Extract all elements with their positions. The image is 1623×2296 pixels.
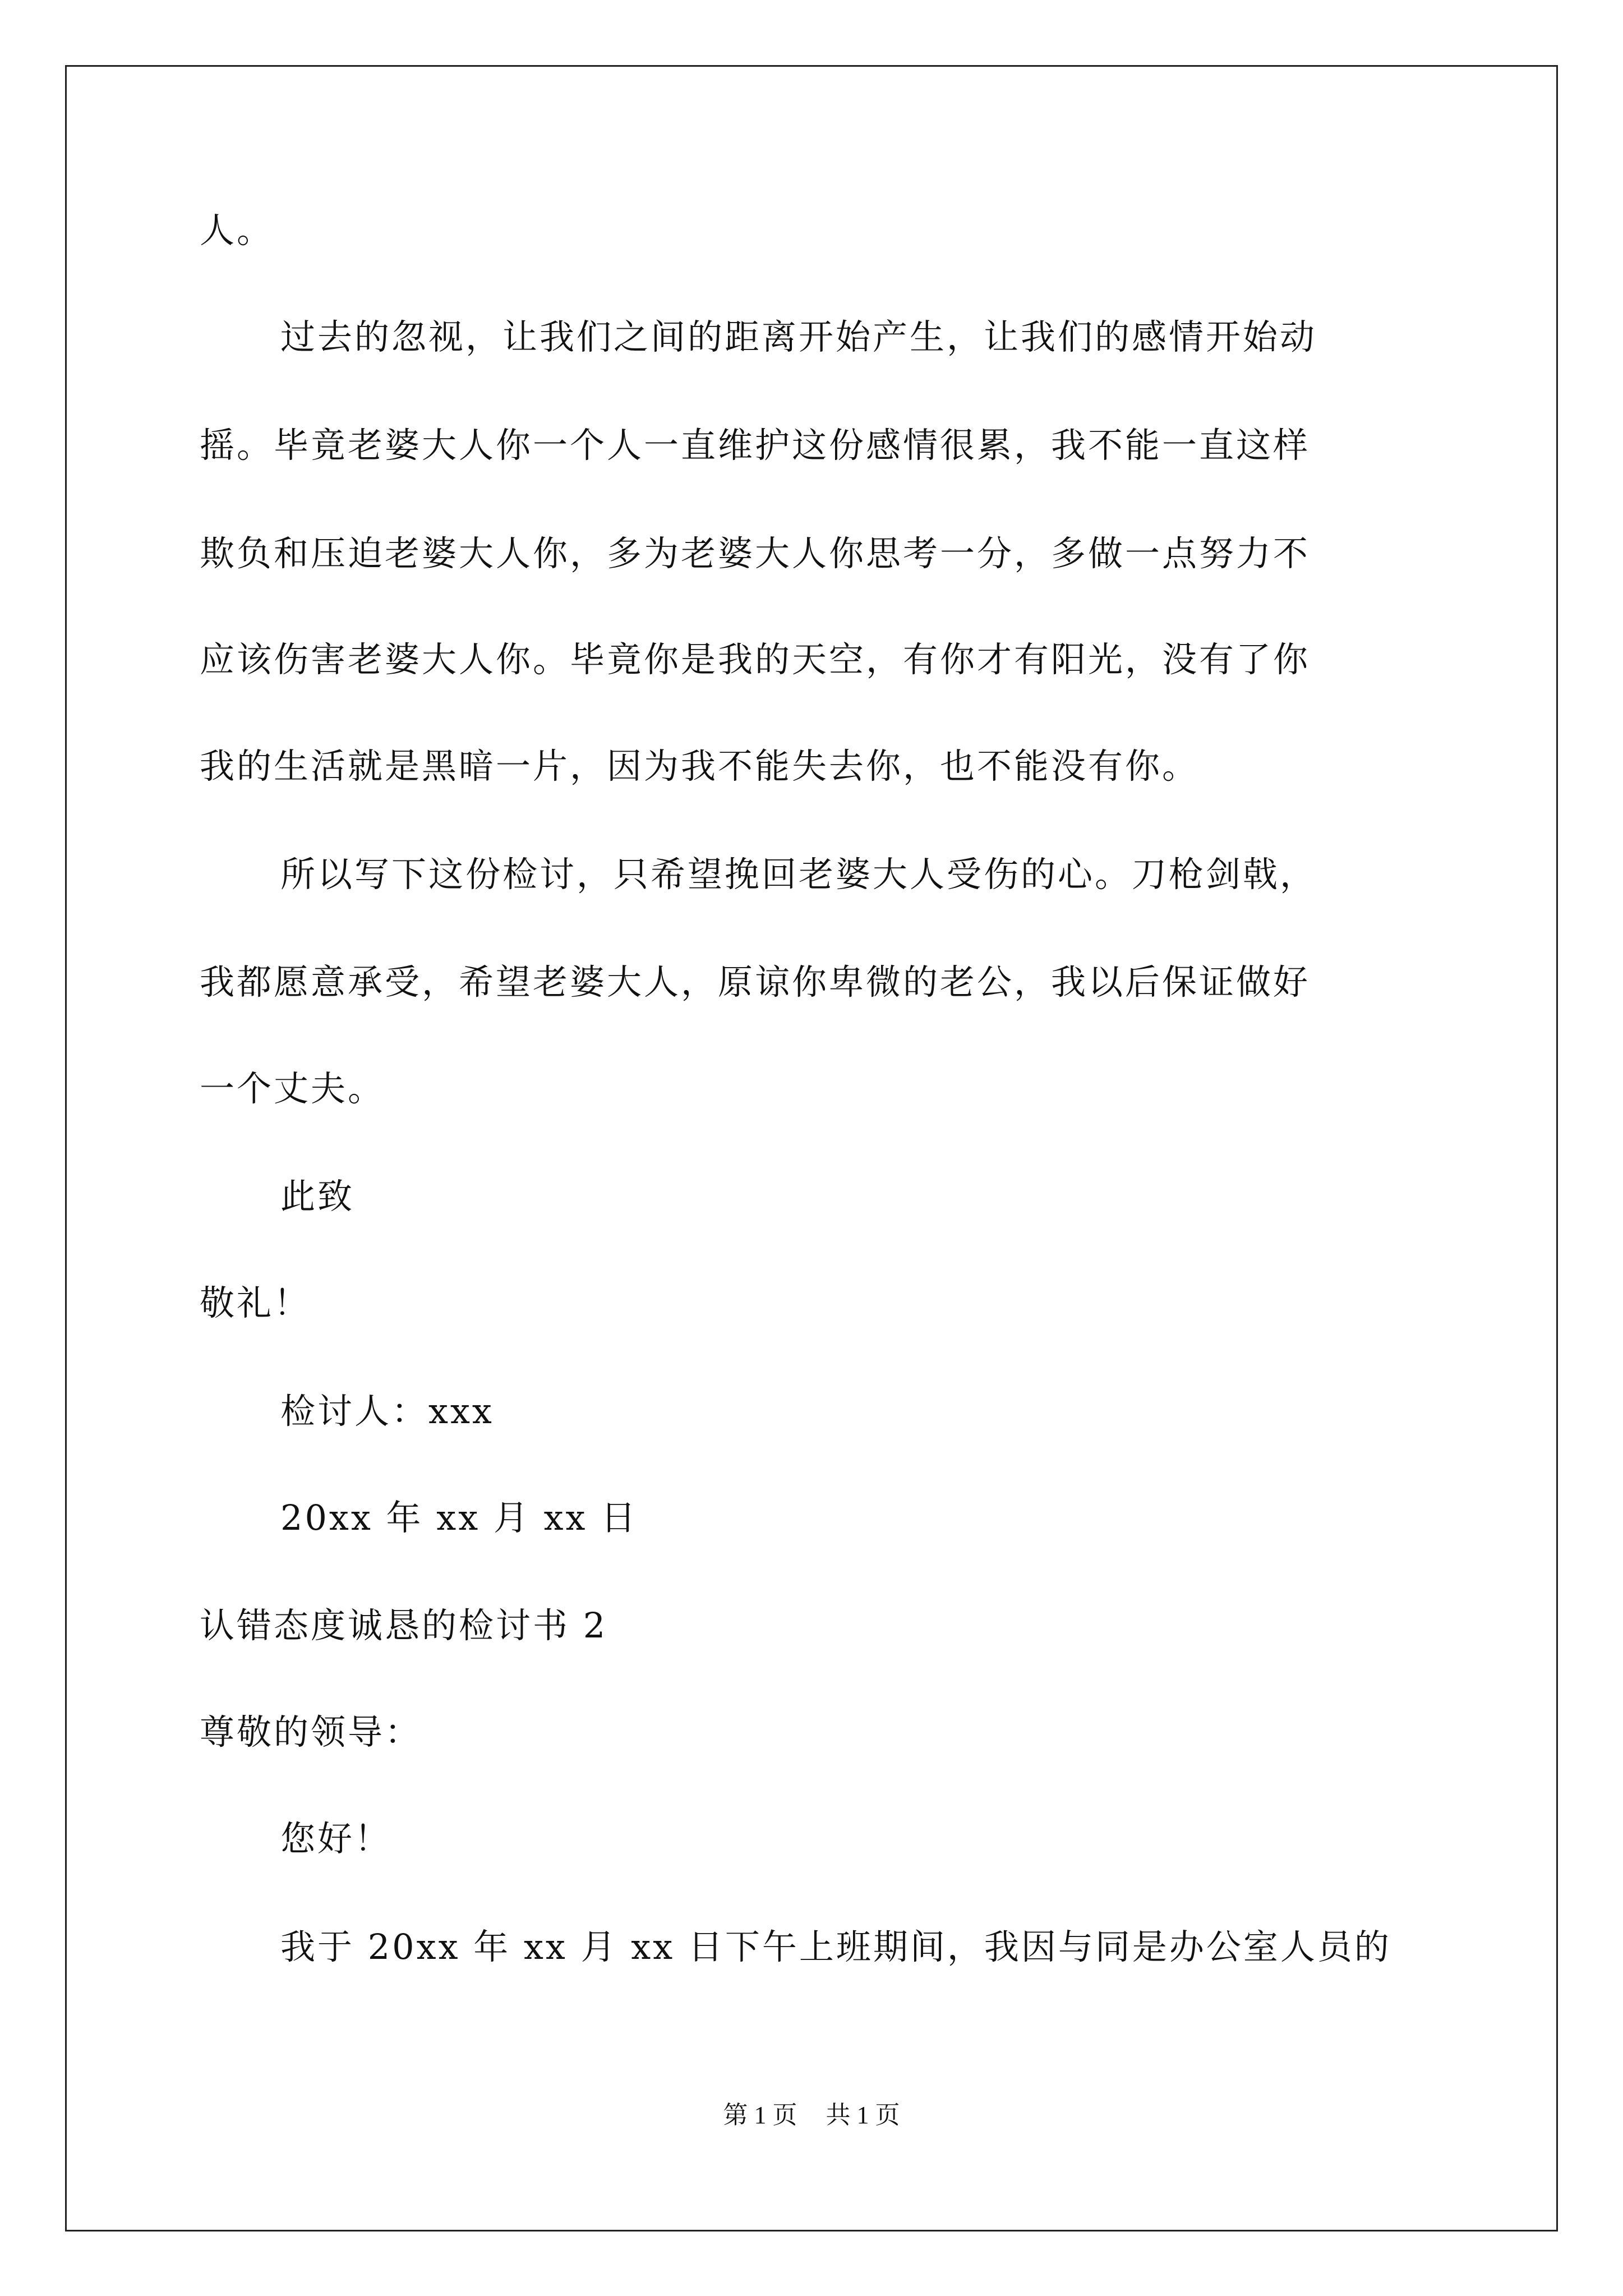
text-line: 人。: [200, 210, 274, 251]
text-line: 应该伤害老婆大人你。毕竟你是我的天空，有你才有阳光，没有了你: [200, 639, 1311, 680]
text-line: 我于 20xx 年 xx 月 xx 日下午上班期间，我因与同是办公室人员的: [280, 1926, 1391, 1967]
text-line: 摇。毕竟老婆大人你一个人一直维护这份感情很累，我不能一直这样: [200, 425, 1311, 466]
date-line: 20xx 年 xx 月 xx 日: [280, 1497, 638, 1538]
page-number: 第 1 页: [723, 2101, 797, 2129]
page-border: [65, 65, 1558, 2231]
signature-line: 检讨人：xxx: [280, 1391, 494, 1432]
greeting-hello: 您好！: [280, 1818, 392, 1859]
greeting: 尊敬的领导：: [200, 1711, 422, 1752]
text-line: 我都愿意承受，希望老婆大人，原谅你卑微的老公，我以后保证做好: [200, 961, 1311, 1002]
page-footer: [0, 2095, 1623, 2131]
page-total: 共 1 页: [826, 2101, 900, 2129]
text-line: 所以写下这份检讨，只希望挽回老婆大人受伤的心。刀枪剑戟，: [280, 854, 1317, 895]
closing-regards: 敬礼！: [200, 1282, 311, 1323]
text-line: 过去的忽视，让我们之间的距离开始产生，让我们的感情开始动: [280, 316, 1317, 357]
closing-salutation: 此致: [280, 1176, 355, 1217]
section-title: 认错态度诚恳的检讨书 2: [200, 1605, 608, 1646]
text-line: 一个丈夫。: [200, 1068, 385, 1109]
text-line: 我的生活就是黑暗一片，因为我不能失去你，也不能没有你。: [200, 746, 1200, 786]
text-line: 欺负和压迫老婆大人你，多为老婆大人你思考一分，多做一点努力不: [200, 533, 1311, 574]
